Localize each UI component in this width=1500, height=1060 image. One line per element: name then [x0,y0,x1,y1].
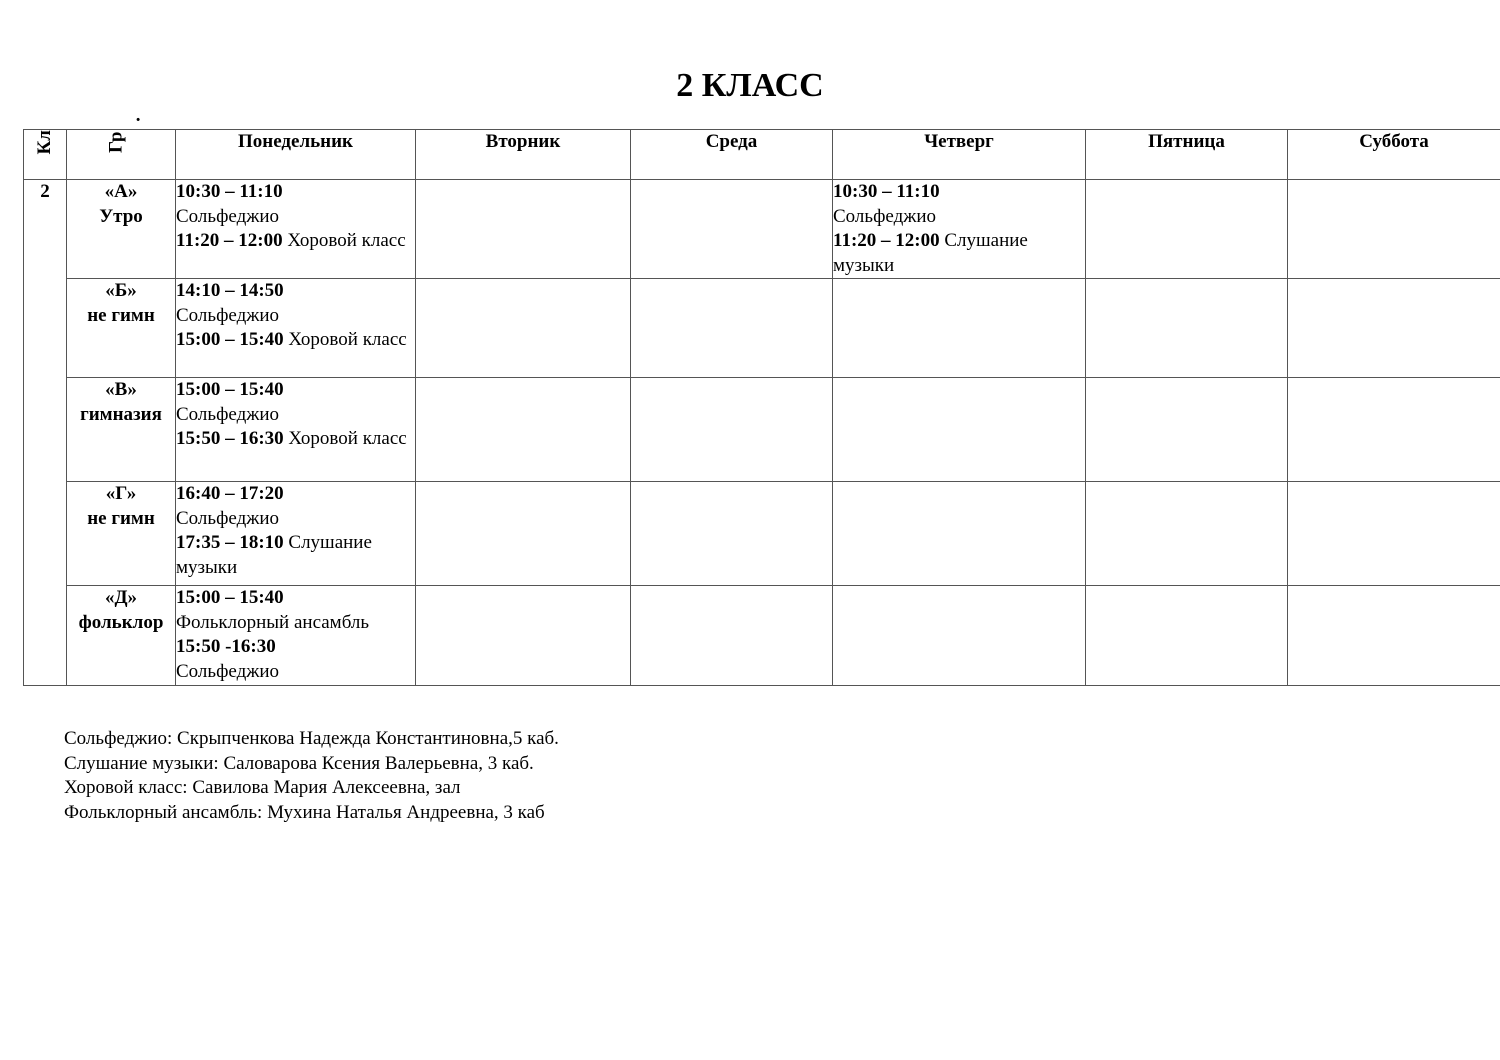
day-header-friday: Пятница [1086,130,1288,180]
lesson-cell-saturday [1288,482,1500,586]
table-row [24,279,1500,378]
group-column-header: Гр . [67,130,176,180]
lesson-cell-wednesday [631,378,833,482]
note-line: Фольклорный ансамбль: Мухина Наталья Андреевна, 3 каб [64,801,545,823]
lesson-cell-wednesday [631,279,833,378]
lesson-cell-thursday [833,279,1086,378]
lesson-cell-tuesday [416,378,631,482]
table-row [24,378,1500,482]
lesson-cell-monday: 10:30 – 11:10 Сольфеджио 11:20 – 12:00 Хоровой класс [176,180,416,279]
teacher-notes [64,727,559,825]
day-header-thursday: Четверг [833,130,1086,180]
lesson-cell-thursday: 10:30 – 11:10 Сольфеджио 11:20 – 12:00 Слушание музыки [833,180,1086,279]
table-row [24,180,1500,279]
lesson-cell-friday [1086,482,1288,586]
lesson-cell-monday: 16:40 – 17:20 Сольфеджио 17:35 – 18:10 Слушание музыки [176,482,416,586]
lesson-cell-saturday [1288,378,1500,482]
page-title: 2 КЛАСС [676,67,824,104]
lesson-cell-saturday [1288,279,1500,378]
lesson-cell-tuesday [416,586,631,686]
note-line: Хоровой класс: Савилова Мария Алексеевна, зал [64,777,461,798]
lesson-cell-tuesday [416,279,631,378]
lesson-cell-saturday [1288,586,1500,686]
group-label: «Д» фольклор [67,586,176,686]
group-label: «Г» не гимн [67,482,176,586]
schedule-table [23,105,1500,686]
day-header-wednesday: Среда [631,130,833,180]
lesson-cell-monday: 14:10 – 14:50 Сольфеджио 15:00 – 15:40 Хоровой класс [176,279,416,378]
lesson-cell-saturday [1288,180,1500,279]
lesson-cell-monday: 15:00 – 15:40 Сольфеджио 15:50 – 16:30 Хоровой класс [176,378,416,482]
lesson-cell-thursday [833,482,1086,586]
class-column-header: Кл [24,130,67,180]
day-header-tuesday: Вторник [416,130,631,180]
lesson-cell-friday [1086,180,1288,279]
lesson-cell-friday [1086,586,1288,686]
lesson-cell-wednesday [631,482,833,586]
lesson-cell-tuesday [416,180,631,279]
day-header-saturday: Суббота [1288,130,1500,180]
group-label: «В» гимназия [67,378,176,482]
lesson-cell-wednesday [631,180,833,279]
class-number: 2 [24,180,67,686]
table-row [24,482,1500,586]
lesson-cell-thursday [833,378,1086,482]
note-line: Слушание музыки: Саловарова Ксения Валерьевна, 3 каб. [64,752,534,774]
lesson-cell-wednesday [631,586,833,686]
lesson-cell-friday [1086,378,1288,482]
day-header-monday: Понедельник [176,130,416,180]
lesson-cell-tuesday [416,482,631,586]
lesson-cell-monday: 15:00 – 15:40 Фольклорный ансамбль 15:50 -16:30 Сольфеджио [176,586,416,686]
group-label: «Б» не гимн [67,279,176,378]
table-row [24,586,1500,686]
lesson-cell-thursday [833,586,1086,686]
lesson-cell-friday [1086,279,1288,378]
header-row [24,130,1500,180]
group-label: «А» Утро [67,180,176,279]
note-line: Сольфеджио: Скрыпченкова Надежда Константиновна,5 каб. [64,728,559,749]
